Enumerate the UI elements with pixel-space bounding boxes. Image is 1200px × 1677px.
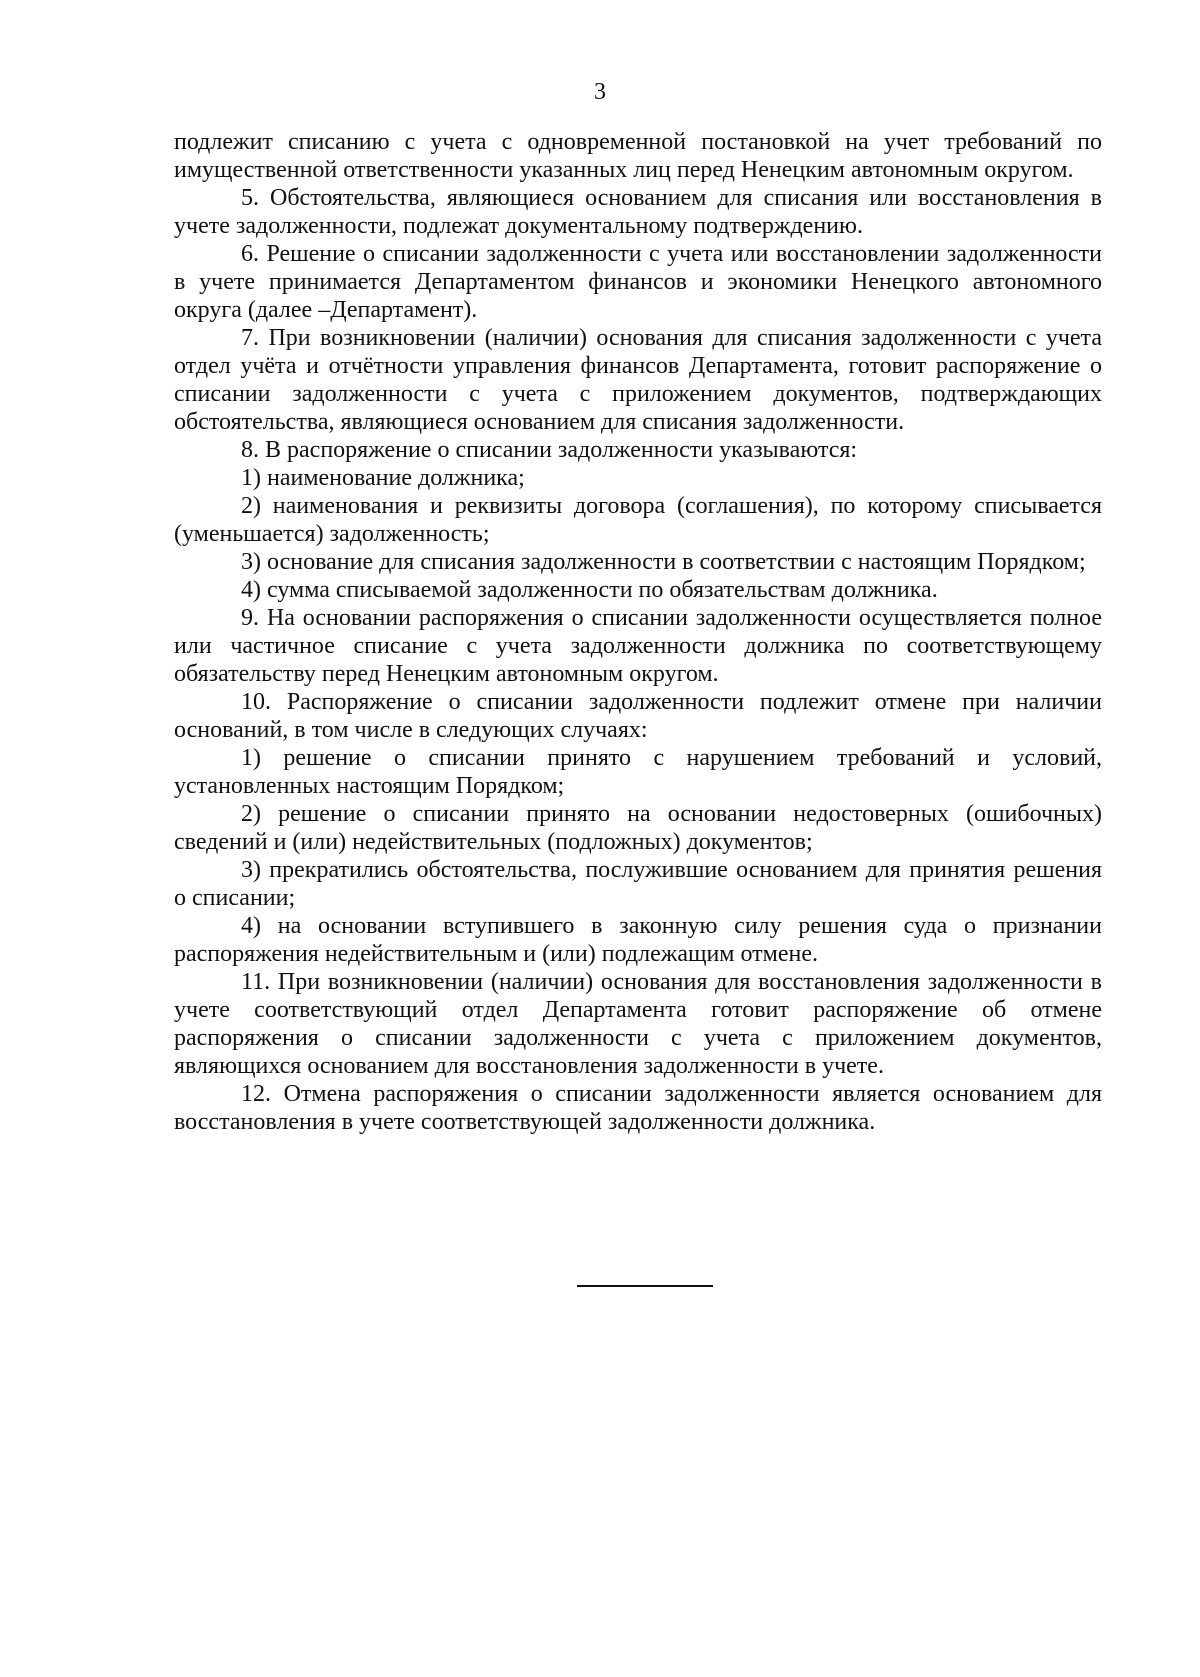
paragraph-continuation: подлежит списанию с учета с одновременной постановкой на учет требований по имущественной ответственности указанных лиц перед Ненецким автономным округом. xyxy=(174,129,1102,183)
page-number: 3 xyxy=(594,79,606,105)
paragraph-item-7: 7. При возникновении (наличии) основания для списания задолженности с учета отдел учёта и отчётности управления финансов Департамента, готовит распоряжение о списании задолженности с учета с приложением документов, подтверждающих обстоятельства, являющиеся основанием для списания задолженности. xyxy=(174,325,1102,435)
subitem-8-2: 2) наименования и реквизиты договора (соглашения), по которому списывается (уменьшается) задолженность; xyxy=(174,493,1102,547)
paragraph-item-6: 6. Решение о списании задолженности с учета или восстановлении задолженности в учете принимается Департаментом финансов и экономики Ненецкого автономного округа (далее –Департамент). xyxy=(174,241,1102,323)
subitem-8-1: 1) наименование должника; xyxy=(241,465,525,491)
subitem-10-2: 2) решение о списании принято на основании недостоверных (ошибочных) сведений и (или) недействительных (подложных) документов; xyxy=(174,801,1102,855)
subitem-10-3: 3) прекратились обстоятельства, послужившие основанием для принятия решения о списании; xyxy=(174,857,1102,911)
document-body xyxy=(174,128,1102,1136)
subitem-10-4: 4) на основании вступившего в законную силу решения суда о признании распоряжения недействительным и (или) подлежащим отмене. xyxy=(174,913,1102,967)
paragraph-item-12: 12. Отмена распоряжения о списании задолженности является основанием для восстановления в учете соответствующей задолженности должника. xyxy=(174,1081,1102,1135)
paragraph-item-11: 11. При возникновении (наличии) основания для восстановления задолженности в учете соответствующий отдел Департамента готовит распоряжение об отмене распоряжения о списании задолженности с учета с приложением документов, являющихся основанием для восстановления задолженности в учете. xyxy=(174,969,1102,1079)
paragraph-item-8: 8. В распоряжение о списании задолженности указываются: xyxy=(241,437,858,463)
paragraph-item-9: 9. На основании распоряжения о списании задолженности осуществляется полное или частичное списание с учета задолженности должника по соответствующему обязательству перед Ненецким автономным округом. xyxy=(174,605,1102,687)
subitem-8-3: 3) основание для списания задолженности в соответствии с настоящим Порядком; xyxy=(241,549,1086,575)
subitem-10-1: 1) решение о списании принято с нарушением требований и условий, установленных настоящим Порядком; xyxy=(174,745,1102,799)
end-of-document-line xyxy=(577,1285,713,1287)
subitem-8-4: 4) сумма списываемой задолженности по обязательствам должника. xyxy=(241,577,938,603)
paragraph-item-5: 5. Обстоятельства, являющиеся основанием для списания или восстановления в учете задолженности, подлежат документальному подтверждению. xyxy=(174,185,1102,239)
paragraph-item-10: 10. Распоряжение о списании задолженности подлежит отмене при наличии оснований, в том числе в следующих случаях: xyxy=(174,689,1102,743)
